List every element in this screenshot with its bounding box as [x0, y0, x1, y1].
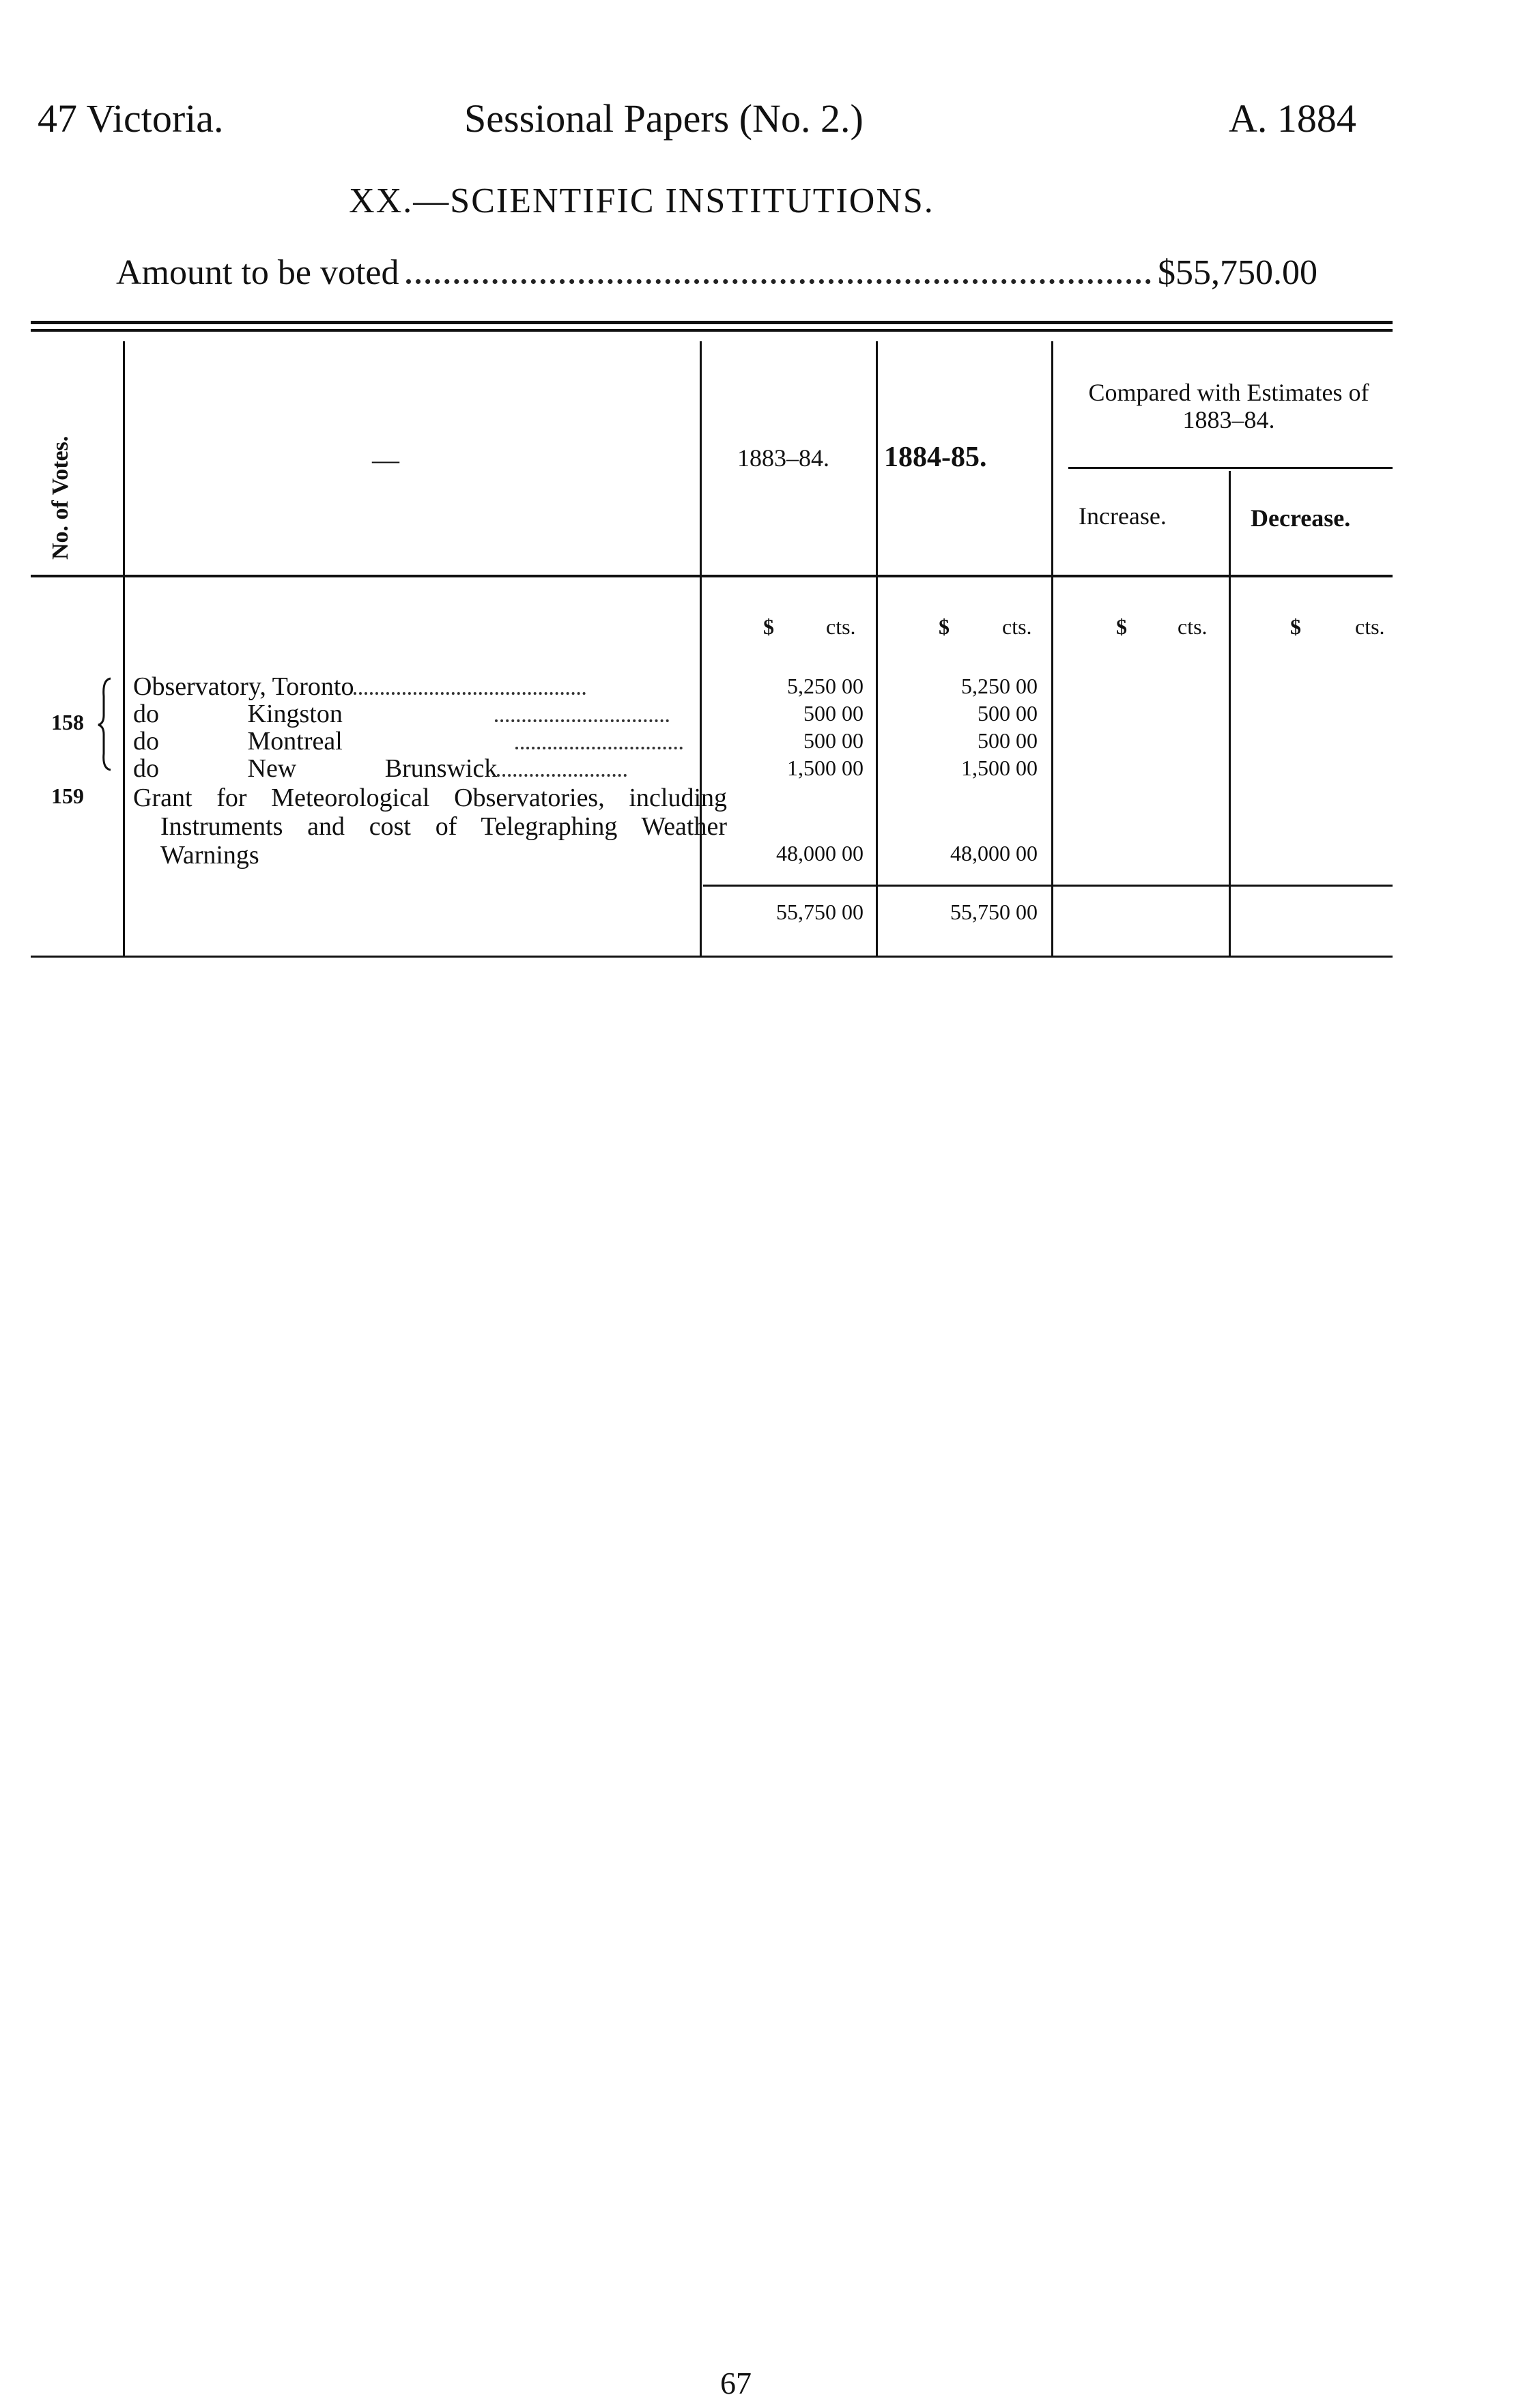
col-header-1884: 1884-85. — [884, 442, 987, 473]
amount-leader — [406, 279, 1151, 284]
value-1884-kingston: 500 00 — [978, 701, 1038, 726]
col-header-1883: 1883–84. — [737, 444, 829, 472]
col-divider-1883 — [876, 341, 878, 956]
section-title: XX.—SCIENTIFIC INSTITUTIONS. — [349, 182, 935, 220]
value-1884-meteorological: 48,000 00 — [950, 841, 1038, 865]
header-left: 47 Victoria. — [38, 96, 224, 141]
table-top-rule-2 — [31, 329, 1393, 332]
row-desc-kingston: do Kingston — [133, 700, 669, 728]
unit-dollar-decrease: $ — [1290, 614, 1301, 639]
value-1883-new-brunswick: 1,500 00 — [787, 756, 864, 780]
col-header-desc: — — [372, 444, 399, 475]
total-1883: 55,750 00 — [776, 900, 864, 924]
table-bottom-rule — [31, 956, 1393, 958]
value-1884-toronto: 5,250 00 — [961, 674, 1038, 698]
unit-cts-decrease: cts. — [1355, 614, 1385, 639]
value-1883-meteorological: 48,000 00 — [776, 841, 864, 865]
value-1883-toronto: 5,250 00 — [787, 674, 864, 698]
amount-line — [116, 253, 1317, 293]
col-divider-1884 — [1051, 341, 1053, 956]
header-right: A. 1884 — [1229, 96, 1356, 141]
row-desc-new-brunswick: do New Brunswick — [133, 754, 627, 783]
unit-cts-increase: cts. — [1178, 614, 1208, 639]
page-number: 67 — [720, 2366, 752, 2400]
table-top-rule — [31, 321, 1393, 324]
table-header-rule — [31, 575, 1393, 577]
total-1884: 55,750 00 — [950, 900, 1038, 924]
value-1884-new-brunswick: 1,500 00 — [961, 756, 1038, 780]
unit-cts-1883: cts. — [826, 614, 856, 639]
col-header-increase: Increase. — [1079, 502, 1167, 530]
col-divider-votes — [123, 341, 125, 956]
col-header-compared: Compared with Estimates of 1883–84. — [1088, 379, 1369, 433]
value-1883-kingston: 500 00 — [803, 701, 864, 726]
amount-label: Amount to be voted — [116, 253, 399, 292]
unit-dollar-1884: $ — [939, 614, 950, 639]
col-header-votes: No. of Votes. — [48, 435, 73, 560]
col-divider-increase — [1229, 471, 1231, 956]
unit-dollar-1883: $ — [763, 614, 774, 639]
total-rule — [703, 885, 1393, 887]
unit-cts-1884: cts. — [1002, 614, 1032, 639]
value-1883-montreal: 500 00 — [803, 728, 864, 753]
unit-dollar-increase: $ — [1116, 614, 1127, 639]
vote-number-158: 158 — [51, 710, 84, 734]
row-desc-toronto: Observatory, Toronto — [133, 672, 586, 701]
value-1884-montreal: 500 00 — [978, 728, 1038, 753]
header-center: Sessional Papers (No. 2.) — [464, 96, 864, 141]
col-header-decrease: Decrease. — [1251, 504, 1351, 532]
vote-number-159: 159 — [51, 784, 84, 808]
row-desc-meteorological: Grant for Meteorological Observatories, including Instruments and cost of Telegraphing Weather Warnings — [133, 784, 727, 870]
row-desc-montreal: do Montreal — [133, 727, 683, 756]
amount-value: $55,750.00 — [1158, 253, 1317, 292]
compared-rule — [1068, 467, 1393, 469]
vote-brace — [96, 676, 116, 771]
